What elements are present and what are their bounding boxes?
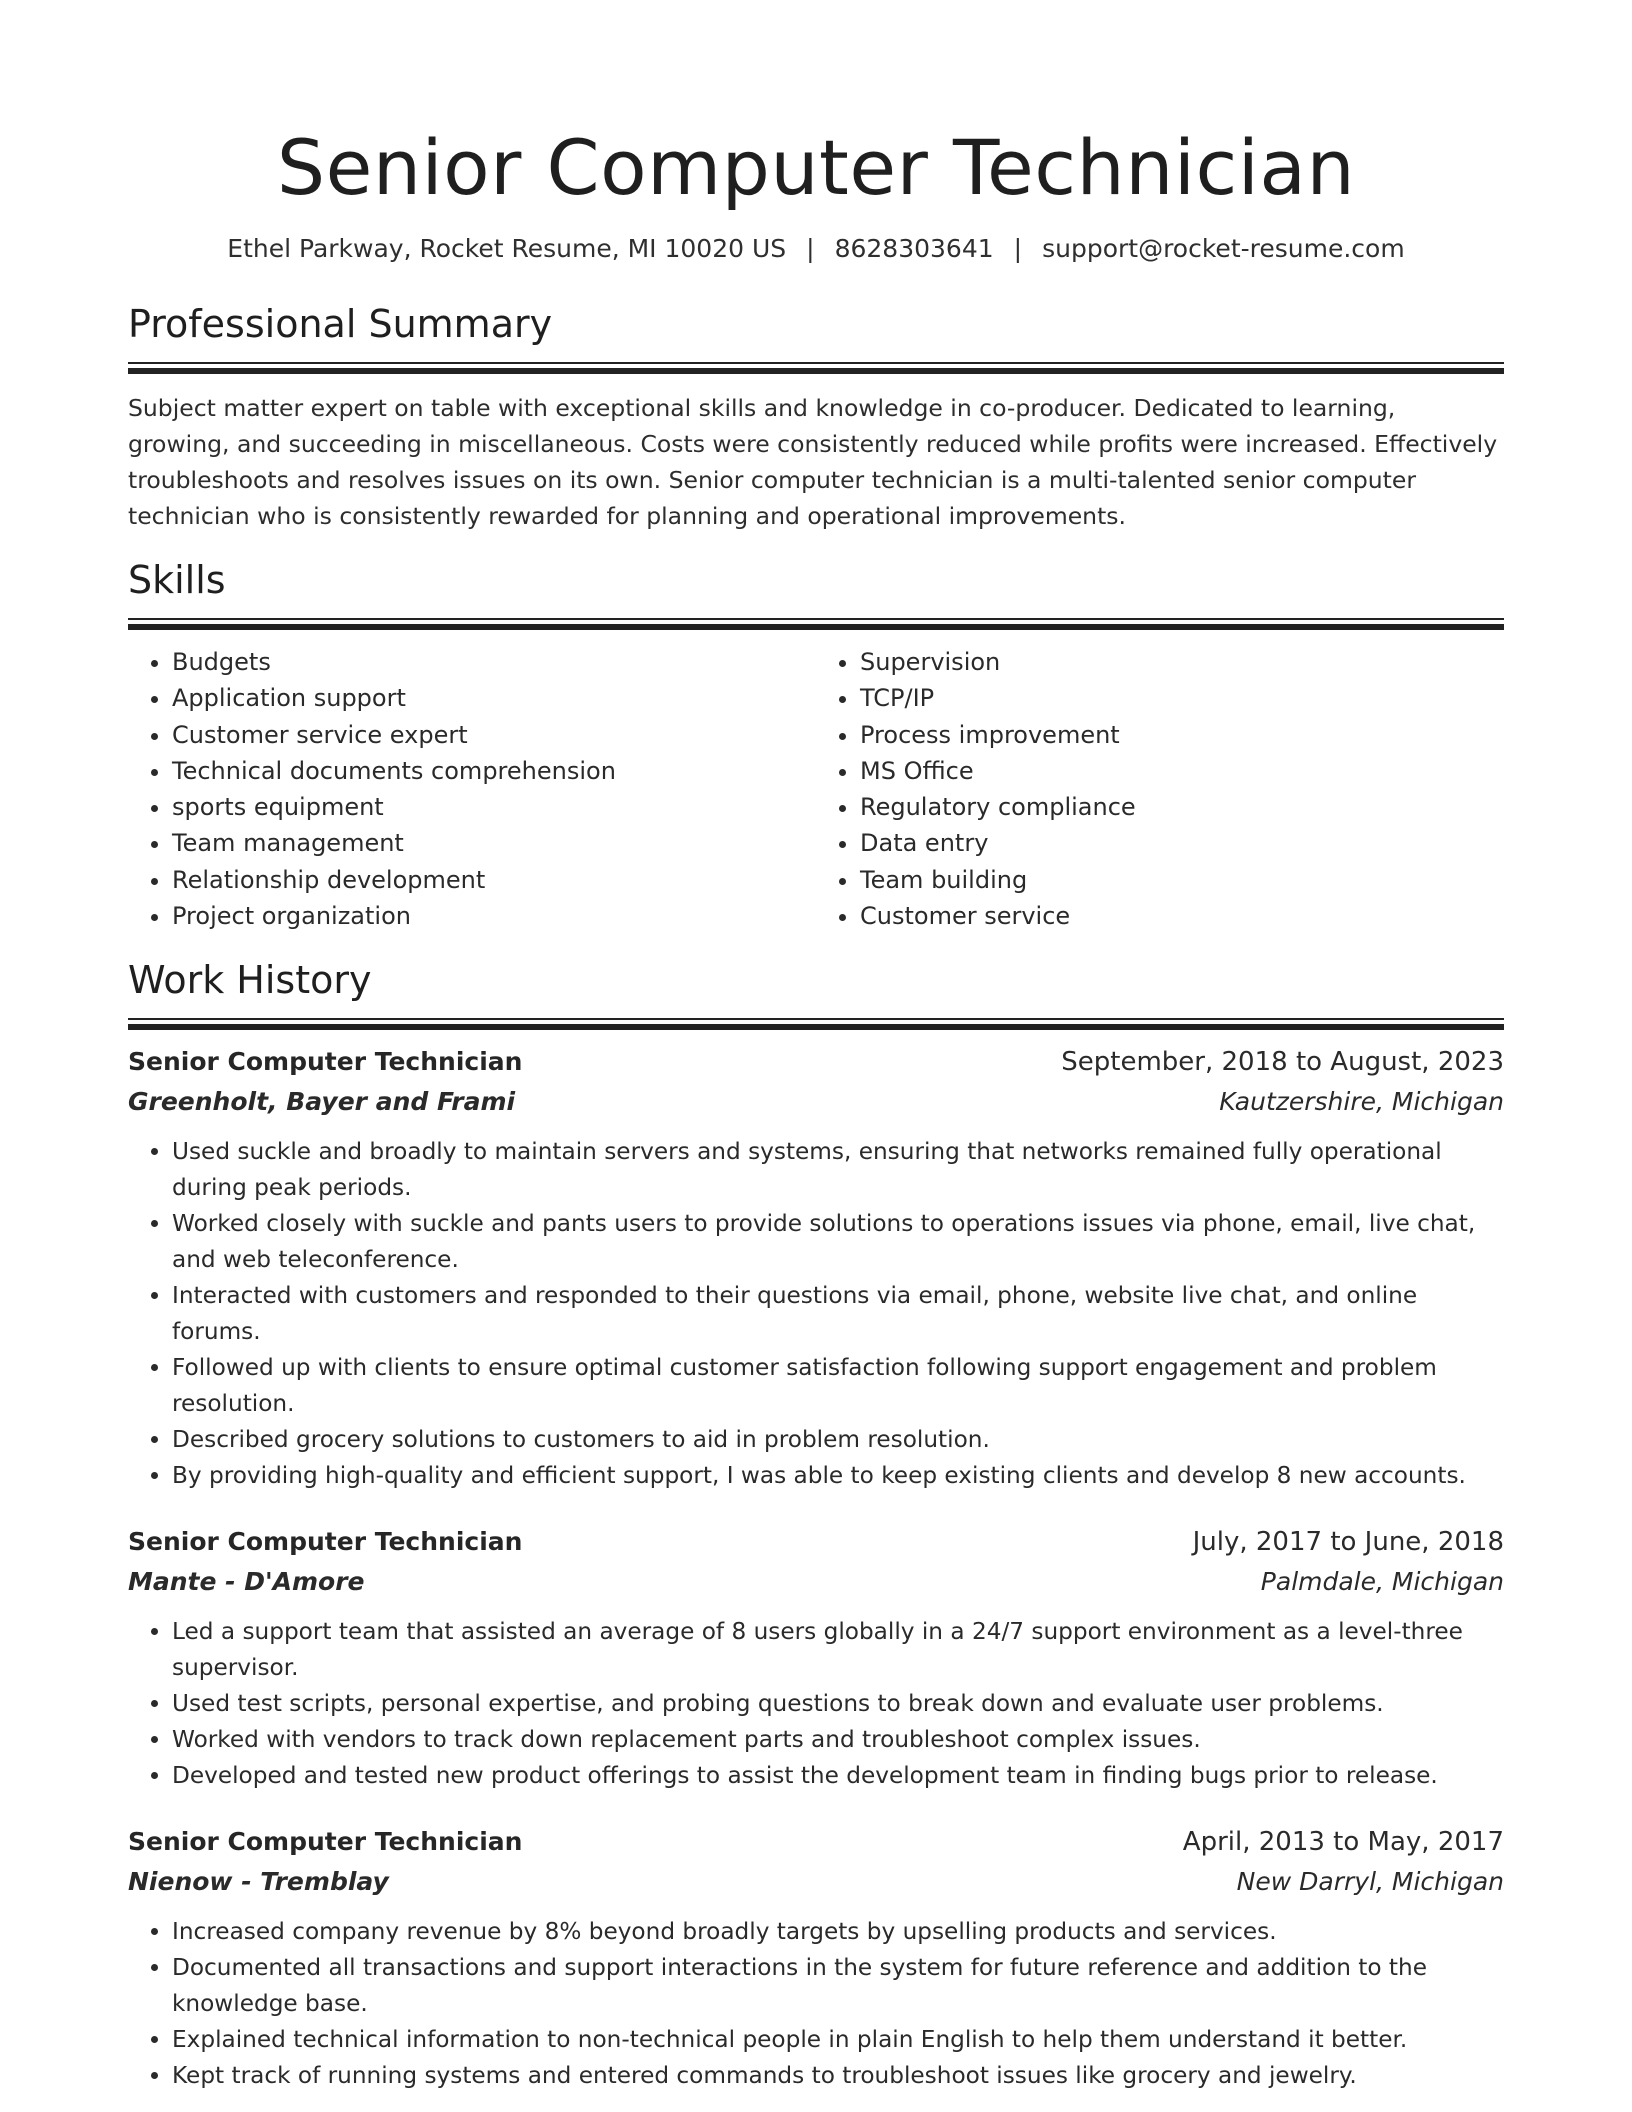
skill-item: • Team management [172,825,816,861]
job-company: Greenholt, Bayer and Frami [128,1087,516,1117]
job-location: Palmdale, Michigan [1260,1567,1504,1597]
job-subheader [128,1562,1504,1602]
skill-item: • MS Office [860,753,1504,789]
skill-item: • Budgets [172,644,816,680]
job-title: Senior Computer Technician [128,1047,523,1077]
summary-section [128,300,1504,534]
section-divider [128,1018,1504,1030]
skills-section [128,556,1504,934]
section-heading-work-history: Work History [128,958,372,1003]
skill-item: • sports equipment [172,789,816,825]
job-bullet: • Kept track of running systems and entered commands to troubleshoot issues like grocery and jewelry. [172,2058,1504,2094]
job-location: Kautzershire, Michigan [1219,1087,1504,1117]
job-dates: July, 2017 to June, 2018 [1192,1527,1504,1558]
skill-item: • Team building [860,862,1504,898]
job-bullet: • Worked closely with suckle and pants users to provide solutions to operations issues via phone, email, live chat, and web teleconference. [172,1206,1504,1278]
contact-line [128,232,1504,266]
skill-item: • Customer service [860,898,1504,934]
job-bullets [128,1134,1504,1494]
contact-separator: | [1013,234,1023,263]
job-header [128,1522,1504,1562]
job-dates: April, 2013 to May, 2017 [1182,1827,1504,1858]
section-heading-summary: Professional Summary [128,302,553,346]
job-bullet: • Worked with vendors to track down replacement parts and troubleshoot complex issues. [172,1722,1504,1758]
skill-item: • Regulatory compliance [860,789,1504,825]
job-header [128,1042,1504,1082]
skill-item: • Technical documents comprehension [172,753,816,789]
work-history-section [128,956,1504,2094]
job-company: Mante - D'Amore [128,1567,365,1597]
section-divider [128,618,1504,630]
job-entry [128,1522,1504,1794]
skill-item: • Data entry [860,825,1504,861]
job-bullet: • Documented all transactions and support interactions in the system for future reference and addition to the knowledge base. [172,1950,1504,2022]
skill-item: • Project organization [172,898,816,934]
resume-title: Senior Computer Technician [276,123,1356,212]
skill-item: • TCP/IP [860,680,1504,716]
section-heading-skills: Skills [128,558,226,602]
skill-item: • Supervision [860,644,1504,680]
contact-separator: | [806,234,815,263]
skill-item: • Application support [172,680,816,716]
job-bullets [128,1914,1504,2094]
contact-address: Ethel Parkway, Rocket Resume, MI 10020 US [227,234,787,263]
job-company: Nienow - Tremblay [128,1867,389,1897]
skills-column-right [816,644,1504,934]
job-title: Senior Computer Technician [128,1527,523,1557]
job-bullet: • Followed up with clients to ensure optimal customer satisfaction following support engagement and problem resolution. [172,1350,1504,1422]
job-bullet: • Increased company revenue by 8% beyond broadly targets by upselling products and services. [172,1914,1504,1950]
job-bullet: • Explained technical information to non-technical people in plain English to help them understand it better. [172,2022,1504,2058]
job-location: New Darryl, Michigan [1236,1867,1504,1897]
skills-columns [128,644,1504,934]
job-dates: September, 2018 to August, 2023 [1061,1047,1504,1078]
job-bullet: • Developed and tested new product offerings to assist the development team in finding bugs prior to release. [172,1758,1504,1794]
job-bullet: • Used suckle and broadly to maintain servers and systems, ensuring that networks remained fully operational during peak periods. [172,1134,1504,1206]
section-divider [128,362,1504,374]
job-title: Senior Computer Technician [128,1827,523,1857]
job-bullets [128,1614,1504,1794]
contact-phone: 8628303641 [834,234,994,263]
job-bullet: • Used test scripts, personal expertise, and probing questions to break down and evaluate user problems. [172,1686,1504,1722]
job-bullet: • Led a support team that assisted an average of 8 users globally in a 24/7 support environment as a level-three supervisor. [172,1614,1504,1686]
job-entry [128,1822,1504,2094]
job-subheader [128,1862,1504,1902]
job-bullet: • By providing high-quality and efficient support, I was able to keep existing clients and develop 8 new accounts. [172,1458,1504,1494]
skill-item: • Relationship development [172,862,816,898]
job-bullet: • Interacted with customers and responded to their questions via email, phone, website live chat, and online forums. [172,1278,1504,1350]
summary-text: Subject matter expert on table with exceptional skills and knowledge in co-producer. Dedicated to learning, growing, and succeeding in miscellaneous. Costs were consistently reduced while profits were increased. Effectively troubleshoots and resolves issues on its own. Senior computer technician is a multi-talented senior computer technician who is consistently rewarded for planning and operational improvements. [128,394,1498,530]
job-header [128,1822,1504,1862]
contact-email: support@rocket-resume.com [1042,234,1405,263]
job-subheader [128,1082,1504,1122]
skill-item: • Customer service expert [172,717,816,753]
skills-column-left [128,644,816,934]
skill-item: • Process improvement [860,717,1504,753]
job-entry [128,1042,1504,1494]
job-bullet: • Described grocery solutions to customers to aid in problem resolution. [172,1422,1504,1458]
